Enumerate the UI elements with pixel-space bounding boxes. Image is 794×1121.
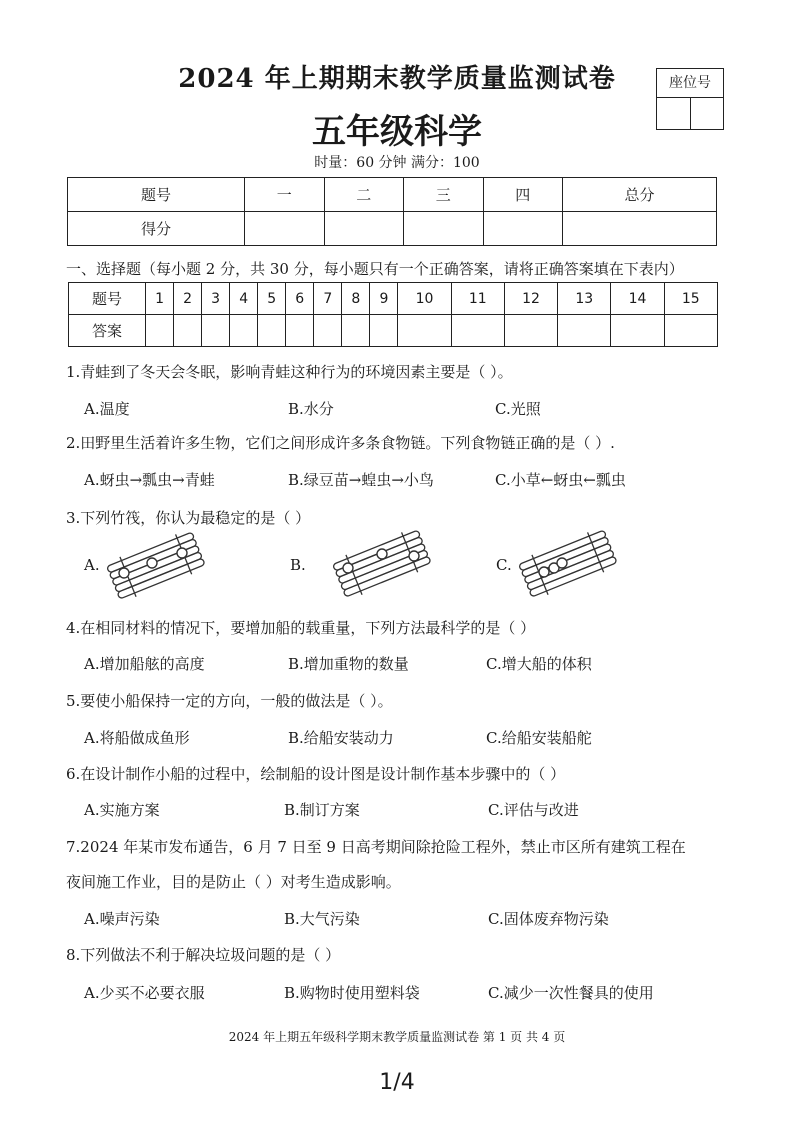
answer-number: 2 <box>174 283 202 315</box>
raft-weight <box>409 551 419 561</box>
question-5-option-b[interactable]: B.给船安装动力 <box>288 729 394 747</box>
question-2-option-a[interactable]: A.蚜虫→瓢虫→青蛙 <box>84 471 215 489</box>
answer-table-number-row <box>69 283 718 315</box>
question-3-option-c[interactable]: C. <box>496 556 512 574</box>
question-6-option-b[interactable]: B.制订方案 <box>284 801 360 819</box>
raft-weight <box>147 558 157 568</box>
raft-c-image[interactable] <box>516 526 620 602</box>
score-col-3: 三 <box>404 178 484 212</box>
answer-cell[interactable] <box>258 315 286 347</box>
score-col-4: 四 <box>483 178 563 212</box>
score-cell[interactable] <box>324 212 404 246</box>
question-7-option-c[interactable]: C.固体废弃物污染 <box>488 910 609 928</box>
raft-a-image[interactable] <box>104 530 208 602</box>
raft-weight <box>119 568 129 578</box>
exam-title: 2024 年上期期末教学质量监测试卷 <box>178 64 616 94</box>
answer-table-answer-row <box>69 315 718 347</box>
question-5: 5.要使小船保持一定的方向，一般的做法是（ ）。 <box>66 692 393 710</box>
question-5-option-a[interactable]: A.将船做成鱼形 <box>84 729 190 747</box>
score-cell[interactable] <box>404 212 484 246</box>
question-2-option-b[interactable]: B.绿豆苗→蝗虫→小鸟 <box>288 471 434 489</box>
score-row-label: 得分 <box>68 212 245 246</box>
question-7-option-a[interactable]: A.噪声污染 <box>84 910 160 928</box>
answer-number: 15 <box>664 283 717 315</box>
score-row-label: 题号 <box>68 178 245 212</box>
answer-number: 9 <box>370 283 398 315</box>
answer-number: 8 <box>342 283 370 315</box>
answer-number: 5 <box>258 283 286 315</box>
question-4-option-a[interactable]: A.增加船舷的高度 <box>84 655 205 673</box>
question-4-option-c[interactable]: C.增大船的体积 <box>486 655 592 673</box>
answer-number: 4 <box>230 283 258 315</box>
score-table-header-row <box>68 178 717 212</box>
answer-cell[interactable] <box>230 315 258 347</box>
seat-number-box <box>656 68 724 130</box>
seat-cell-2[interactable] <box>691 98 724 129</box>
answer-number: 6 <box>286 283 314 315</box>
question-4-option-b[interactable]: B.增加重物的数量 <box>288 655 409 673</box>
question-3-option-b[interactable]: B. <box>290 556 306 574</box>
score-col-1: 一 <box>245 178 325 212</box>
subject-title: 五年级科学 <box>312 112 482 152</box>
answer-cell[interactable] <box>314 315 342 347</box>
question-1-option-b[interactable]: B.水分 <box>288 400 334 418</box>
answer-number: 11 <box>451 283 504 315</box>
answer-cell[interactable] <box>398 315 451 347</box>
score-cell[interactable] <box>245 212 325 246</box>
question-7-line-2: 夜间施工作业，目的是防止（ ）对考生造成影响。 <box>66 873 401 891</box>
score-col-2: 二 <box>324 178 404 212</box>
answer-cell[interactable] <box>370 315 398 347</box>
question-7: 7.2024 年某市发布通告，6 月 7 日至 9 日高考期间除抢险工程外，禁止市区所有建筑工程在 <box>66 838 686 856</box>
raft-log <box>524 543 612 584</box>
question-8-option-a[interactable]: A.少买不必要衣服 <box>84 984 205 1002</box>
answer-cell[interactable] <box>558 315 611 347</box>
question-1: 1.青蛙到了冬天会冬眠，影响青蛙这种行为的环境因素主要是（ ）。 <box>66 363 513 381</box>
answer-cell[interactable] <box>146 315 174 347</box>
question-8-option-b[interactable]: B.购物时使用塑料袋 <box>284 984 420 1002</box>
page-number: 1/4 <box>379 1070 415 1095</box>
raft-weight <box>177 548 187 558</box>
page-footer: 2024 年上期五年级科学期末教学质量监测试卷 第 1 页 共 4 页 <box>228 1030 566 1044</box>
question-2-option-c[interactable]: C.小草←蚜虫←瓢虫 <box>495 471 626 489</box>
question-6-option-c[interactable]: C.评估与改进 <box>488 801 579 819</box>
answer-cell[interactable] <box>286 315 314 347</box>
answer-cell[interactable] <box>504 315 557 347</box>
answer-cell[interactable] <box>174 315 202 347</box>
answer-row-label: 答案 <box>69 315 146 347</box>
raft-weight <box>539 567 549 577</box>
seat-number-label: 座位号 <box>657 69 723 98</box>
question-1-option-c[interactable]: C.光照 <box>495 400 541 418</box>
answer-number: 10 <box>398 283 451 315</box>
question-2: 2.田野里生活着许多生物，它们之间形成许多条食物链。下列食物链正确的是（ ）. <box>66 434 615 452</box>
raft-b-image[interactable] <box>330 526 434 602</box>
answer-cell[interactable] <box>664 315 717 347</box>
section-1-heading: 一、选择题（每小题 2 分，共 30 分，每小题只有一个正确答案，请将正确答案填在下表内） <box>66 260 684 278</box>
question-3: 3.下列竹筏，你认为最稳定的是（ ） <box>66 509 311 527</box>
score-col-total: 总分 <box>563 178 717 212</box>
exam-meta: 时量：60 分钟 满分：100 <box>314 155 480 171</box>
score-cell[interactable] <box>563 212 717 246</box>
score-table-score-row <box>68 212 717 246</box>
answer-number: 13 <box>558 283 611 315</box>
question-1-option-a[interactable]: A.温度 <box>84 400 130 418</box>
answer-cell[interactable] <box>611 315 664 347</box>
answer-number: 1 <box>146 283 174 315</box>
answer-cell[interactable] <box>451 315 504 347</box>
raft-weight <box>343 563 353 573</box>
answer-row-label: 题号 <box>69 283 146 315</box>
answer-number: 7 <box>314 283 342 315</box>
answer-table <box>68 282 718 347</box>
question-5-option-c[interactable]: C.给船安装船舵 <box>486 729 592 747</box>
answer-cell[interactable] <box>342 315 370 347</box>
raft-weight <box>377 549 387 559</box>
question-8-option-c[interactable]: C.减少一次性餐具的使用 <box>488 984 654 1002</box>
question-6: 6.在设计制作小船的过程中，绘制船的设计图是设计制作基本步骤中的（ ） <box>66 765 566 783</box>
question-3-option-a[interactable]: A. <box>84 556 100 574</box>
answer-cell[interactable] <box>202 315 230 347</box>
question-6-option-a[interactable]: A.实施方案 <box>84 801 160 819</box>
question-8: 8.下列做法不利于解决垃圾问题的是（ ） <box>66 946 341 964</box>
answer-number: 14 <box>611 283 664 315</box>
raft-weight <box>557 558 567 568</box>
question-4: 4.在相同材料的情况下，要增加船的载重量，下列方法最科学的是（ ） <box>66 619 536 637</box>
seat-cell-1[interactable] <box>657 98 691 129</box>
score-cell[interactable] <box>483 212 563 246</box>
score-table <box>67 177 717 246</box>
answer-number: 12 <box>504 283 557 315</box>
answer-number: 3 <box>202 283 230 315</box>
question-7-option-b[interactable]: B.大气污染 <box>284 910 360 928</box>
